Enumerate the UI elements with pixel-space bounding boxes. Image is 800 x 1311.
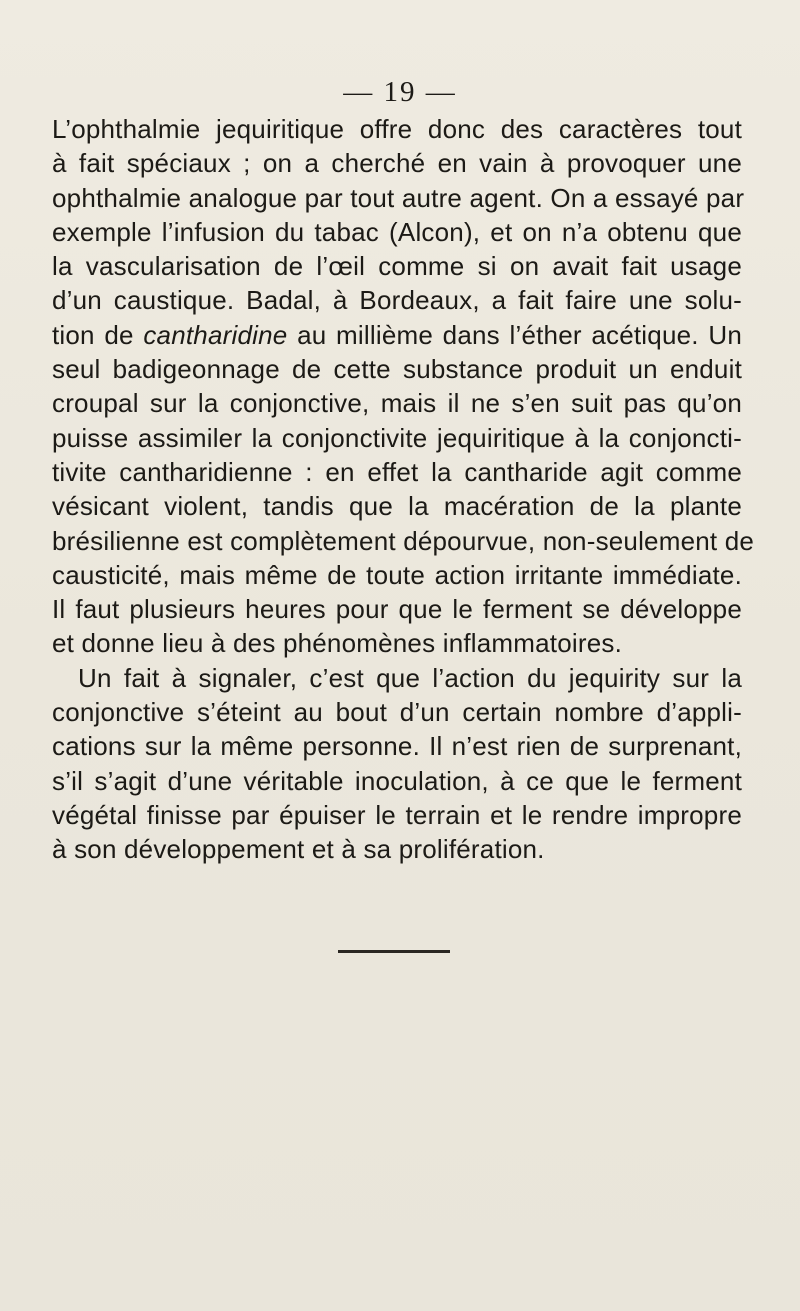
text-line-7 bbox=[52, 318, 742, 352]
text-line-8: seul badigeonnage de cette substance produit un enduit bbox=[52, 354, 742, 385]
text-line-20: s’il s’agit d’une véritable inoculation, à ce que le ferment bbox=[52, 765, 742, 796]
text-line-12: vésicant violent, tandis que la macération de la plante bbox=[52, 491, 742, 522]
text-line-5: la vascularisation de l’œil comme si on avait fait usage bbox=[52, 251, 742, 282]
body-text bbox=[52, 112, 755, 867]
text-line-13: brésilienne est complètement dépourvue, non-seulement de bbox=[52, 525, 755, 556]
text-line-3: ophthalmie analogue par tout autre agent. On a essayé par bbox=[52, 182, 745, 213]
text-line-11: tivite cantharidienne : en effet la cantharide agit comme bbox=[52, 456, 742, 487]
text-line-1: L’ophthalmie jequiritique offre donc des caractères tout bbox=[52, 114, 742, 144]
text-line-7-start: tion de bbox=[52, 319, 144, 350]
text-line-9: croupal sur la conjonctive, mais il ne s’en suit pas qu’on bbox=[52, 388, 742, 419]
text-line-6: d’un caustique. Badal, à Bordeaux, a fait faire une solu- bbox=[52, 285, 742, 316]
text-line-21: végétal finisse par épuiser le terrain et le rendre impropre bbox=[52, 799, 742, 830]
page-number: — 19 — bbox=[343, 76, 457, 108]
italic-term-cantharidine: cantharidine bbox=[143, 319, 288, 350]
text-line-15: Il faut plusieurs heures pour que le ferment se développe bbox=[52, 594, 742, 625]
text-line-14: causticité, mais même de toute action irritante immédiate. bbox=[52, 559, 742, 590]
text-line-10: puisse assimiler la conjonctivite jequiritique à la conjoncti- bbox=[52, 422, 742, 453]
text-line-4: exemple l’infusion du tabac (Alcon), et on n’a obtenu que bbox=[52, 216, 742, 247]
text-line-22: à son développement et à sa prolifération. bbox=[52, 834, 545, 865]
text-line-7-end: au millième dans l’éther acétique. Un bbox=[287, 319, 742, 350]
section-divider-rule bbox=[338, 950, 450, 953]
text-line-19: cations sur la même personne. Il n’est rien de surprenant, bbox=[52, 731, 742, 762]
text-line-18: conjonctive s’éteint au bout d’un certain nombre d’appli- bbox=[52, 697, 742, 728]
text-line-17: Un fait à signaler, c’est que l’action du jequirity sur la bbox=[78, 662, 742, 693]
text-line-16: et donne lieu à des phénomènes inflammatoires. bbox=[52, 628, 622, 659]
text-line-2: à fait spéciaux ; on a cherché en vain à provoquer une bbox=[52, 148, 742, 179]
